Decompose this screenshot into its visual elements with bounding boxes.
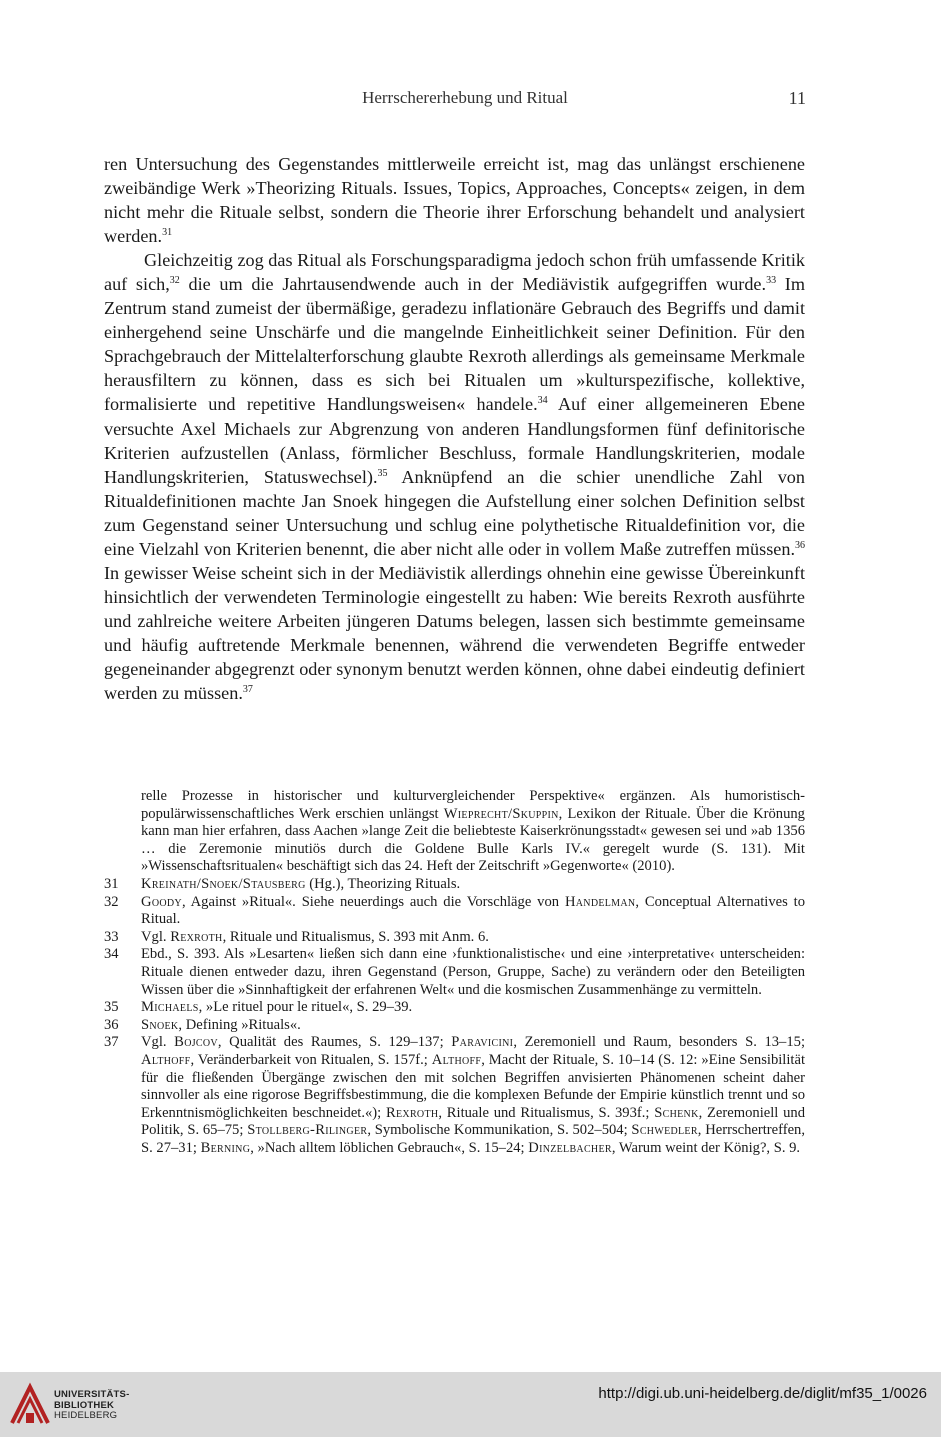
running-header bbox=[104, 88, 806, 110]
footnote-ref[interactable]: 36 bbox=[795, 539, 805, 551]
footnote-31: 31 Kreinath/Snoek/Stausberg (Hg.), Theorizing Rituals. bbox=[104, 875, 461, 892]
footnote-number: 34 bbox=[104, 946, 119, 963]
footnote-number: 32 bbox=[104, 893, 119, 910]
footnote-ref[interactable]: 37 bbox=[242, 684, 253, 696]
footnotes bbox=[104, 788, 805, 1157]
library-name-line2: BIBLIOTHEK bbox=[54, 1399, 115, 1411]
footnote-continuation: relle Prozesse in historischer und kulturvergleichender Perspektive« ergänzen. Als humoristisch-populärwissenschaftliches Werk erschien unlängst Wieprecht/Skuppin, Lexikon der Rituale. Über die Krönung kann man hier erfahren, dass Aachen »lange Zeit die beliebteste Kaiserkrönungsstadt« gewesen sei und »ab 1356 … die Zeremonie minutiös durch die Goldene Bulle Karls IV.« geregelt wurde (S. 131). Mit »Wissenschaftsritualen« beschäftigt sich das 24. Heft der Zeitschrift »Gegenworte« (2010). bbox=[141, 788, 805, 875]
page-number: 11 bbox=[788, 88, 806, 108]
footnote-34: 34 Ebd., S. 393. Als »Lesarten« ließen sich dann eine ›funktionalistische‹ und eine ›interpretative‹ unterscheiden: Rituale dienen entweder dazu, ihren Gegenstand (Person, Gruppe, Sache) zu verändern oder den Beteiligten Wissen über die »Sinnhaftigkeit der erfahrenen Welt« und die kosmischen Zusammenhänge zu vermitteln. bbox=[104, 946, 805, 998]
footnote-number: 37 bbox=[104, 1034, 119, 1051]
footnote-ref[interactable]: 34 bbox=[537, 395, 548, 407]
footnote-number: 36 bbox=[104, 1016, 119, 1033]
viewer-footer-bar bbox=[0, 1372, 941, 1437]
footnote-33: 33 Vgl. Rexroth, Rituale und Ritualismus, S. 393 mit Anm. 6. bbox=[104, 928, 489, 945]
footnote-32: 32 Goody, Against »Ritual«. Siehe neuerdings auch die Vorschläge von Handelman, Conceptual Alternatives to Ritual. bbox=[104, 893, 805, 928]
library-logo[interactable] bbox=[10, 1377, 130, 1427]
footnote-ref[interactable]: 31 bbox=[162, 227, 173, 239]
footnote-36: 36 Snoek, Defining »Rituals«. bbox=[104, 1016, 301, 1033]
footnote-ref[interactable]: 33 bbox=[766, 275, 777, 287]
footnote-ref[interactable]: 32 bbox=[169, 275, 180, 287]
running-title: Herrschererhebung und Ritual bbox=[362, 88, 568, 107]
library-name-line3: HEIDELBERG bbox=[54, 1410, 118, 1421]
paragraph: Gleichzeitig zog das Ritual als Forschungsparadigma jedoch schon früh umfassende Kritik auf sich,$^{32}$ die um die Jahrtausendwende auch in der Mediävistik aufgegriffen wurde.$^{33}$ Im Zentrum stand zumeist der übermäßige, geradezu inflationäre Gebrauch des Begriffs und damit einhergehend seine Unschärfe und die mangelnde Einheitlichkeit seiner Definition. Für den Sprachgebrauch der Mittelalterforschung glaubte Rexroth allerdings als gemeinsame Merkmale herausfiltern zu können, dass es sich bei Ritualen um »kulturspezifische, kollektive, formalisierte und repetitive Handlungsweisen« handele.$^{34}$ Auf einer allgemeineren Ebene versuchte Axel Michaels zur Abgrenzung von anderen Handlungsformen fünf definitorische Kriterien aufzustellen (Anlass, förmlicher Beschluss, formale Handlungskriterien, modale Handlungskriterien, Statuswechsel).$^{35}$ Anknüpfend an die schier unendliche Zahl von Ritualdefinitionen machte Jan Snoek hingegen die Aufstellung einer solchen Definition selbst zum Gegenstand seiner Untersuchung und schlug eine polythetische Ritualdefinition vor, die eine Vielzahl von Kriterien benennt, die aber nicht alle oder in vollem Maße zutreffen müssen.$^{36}$ In gewisser Weise scheint sich in der Mediävistik allerdings ohnehin eine gewisse Übereinkunft hinsichtlich der verwendeten Terminologie eingestellt zu haben: Wie bereits Rexroth ausführte und zahlreiche weitere Arbeiten jüngeren Datums belegen, lassen sich bestimmte gemeinsame und häufig auftretende Merkmale benennen, während die verwendeten Begriffe entweder gegeneinander abgegrenzt oder synonym benutzt werden können, ohne dabei eindeutig definiert werden zu müssen.$^{37}$ bbox=[104, 250, 805, 704]
main-text bbox=[104, 152, 805, 705]
footnote-number: 31 bbox=[104, 875, 119, 892]
library-emblem-icon bbox=[10, 1377, 50, 1427]
footnote-35: 35 Michaels, »Le rituel pour le rituel«, S. 29–39. bbox=[104, 999, 413, 1016]
library-name-line1: UNIVERSITÄTS- bbox=[54, 1389, 130, 1400]
footnote-number: 35 bbox=[104, 999, 119, 1016]
footnote-number: 33 bbox=[104, 928, 119, 945]
permalink-url[interactable]: http://digi.ub.uni-heidelberg.de/diglit/mf35_1/0026 bbox=[598, 1385, 927, 1402]
footnote-ref[interactable]: 35 bbox=[377, 467, 388, 479]
paragraph: ren Untersuchung des Gegenstandes mittlerweile erreicht ist, mag das unlängst erschienene zweibändige Werk »Theorizing Rituals. Issues, Topics, Approaches, Concepts« zeigen, in dem nicht mehr die Rituale selbst, sondern die Theorie ihrer Erforschung behandelt und analysiert werden.$^{31}$ bbox=[104, 154, 805, 247]
footnote-37: 37 Vgl. Bojcov, Qualität des Raumes, S. 129–137; Paravicini, Zeremoniell und Raum, besonders S. 13–15; Althoff, Veränderbarkeit von Ritualen, S. 157f.; Althoff, Macht der Rituale, S. 10–14 (S. 12: »Eine Sensibilität für die fließenden Übergänge zwischen den mit solchen Begriffen anvisierten Phänomenen scheint daher sinnvoller als eine rigorose Begriffsbestimmung, die die komplexen Befunde der Empirie künstlich trennt und so Erkenntnismöglichkeiten beschneidet.«); Rexroth, Rituale und Ritualismus, S. 393f.; Schenk, Zeremoniell und Politik, S. 65–75; Stollberg-Rilinger, Symbolische Kommunikation, S. 502–504; Schwedler, Herrschertreffen, S. 27–31; Berning, »Nach alltem löblichen Gebrauch«, S. 15–24; Dinzelbacher, Warum weint der König?, S. 9. bbox=[104, 1034, 806, 1156]
